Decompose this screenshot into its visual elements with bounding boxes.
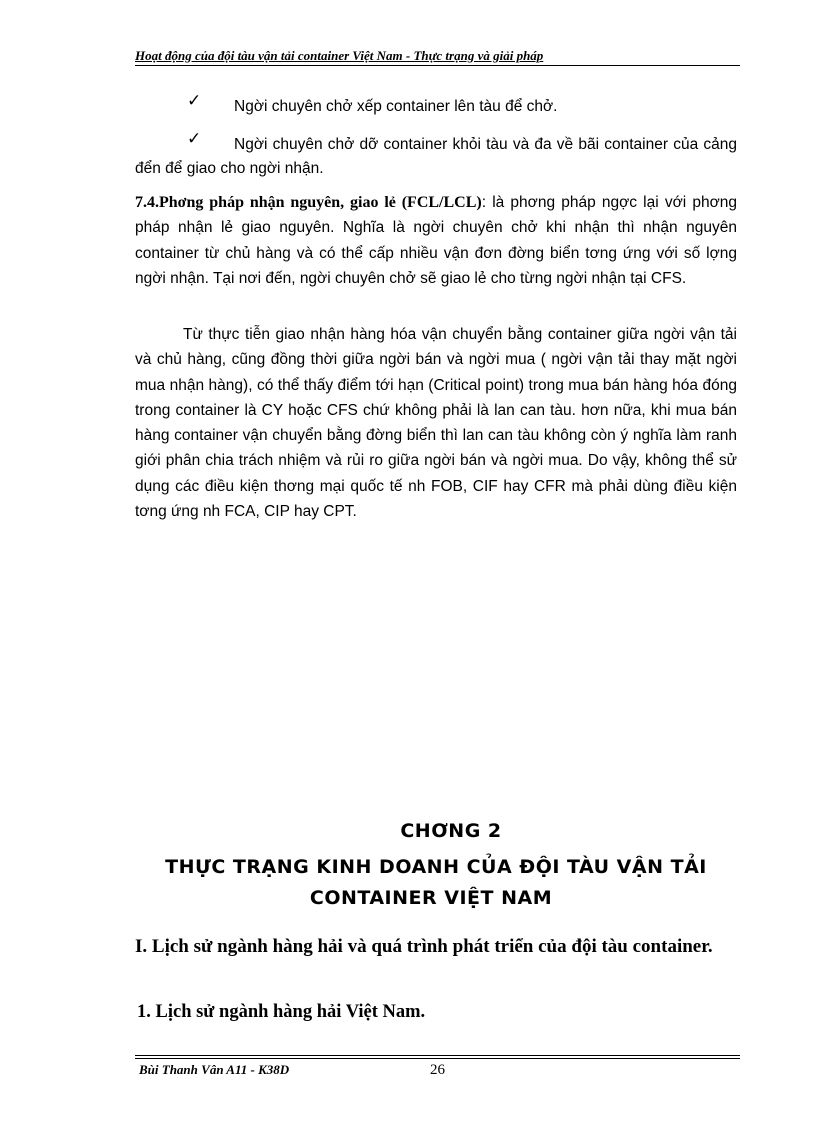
bullet-item	[135, 91, 737, 119]
section-heading-1: 1. Lịch sử ngành hàng hải Việt Nam.	[137, 1002, 426, 1022]
bullet-item	[135, 129, 737, 181]
section-7-4	[135, 190, 737, 291]
section-7-4-heading: 7.4.Phơng pháp nhận nguyên, giao lẻ (FCL/LCL)	[135, 194, 482, 211]
footer-rule	[135, 1058, 740, 1059]
checkmark-icon: ✓	[187, 91, 202, 111]
chapter-number: CHƠNG 2	[400, 820, 502, 842]
bullet-text: Ngời chuyên chở dỡ container khỏi tàu và đa về bãi container của cảng đển để giao cho ngời nhận.	[135, 136, 737, 177]
body-paragraph: Từ thực tiễn giao nhận hàng hóa vận chuyển bằng container giữa ngời vận tải và chủ hàng, cũng đồng thời giữa ngời bán và ngời mua ( ngời vận tải thay mặt ngời mua nhận hàng), có thể thấy điểm tới hạn (Critical point) trong mua bán hàng hóa đóng trong container là CY hoặc CFS chứ không phải là lan can tàu. hơn nữa, khi mua bán hàng container vận chuyển bằng đờng biển thì lan can tàu không còn ý nghĩa làm ranh giới phân chia trách nhiệm và rủi ro giữa ngời bán và ngời mua. Do vậy, không thể sử dụng các điều kiện thơng mại quốc tế nh FOB, CIF hay CFR mà phải dùng điều kiện tơng ứng nh FCA, CIP hay CPT.	[135, 326, 737, 521]
checkmark-icon: ✓	[187, 129, 202, 149]
footer-rule	[135, 1055, 740, 1056]
footer-author: Bùi Thanh Vân A11 - K38D	[139, 1062, 290, 1077]
page-number: 26	[430, 1062, 445, 1078]
running-header: Hoạt động của đội tàu vận tải container Việt Nam - Thực trạng và giải pháp	[135, 48, 740, 66]
section-heading-I: I. Lịch sử ngành hàng hải và quá trình phát triển của đội tàu container.	[135, 936, 713, 957]
chapter-title-line1: THỰC TRẠNG KINH DOANH CỦA ĐỘI TÀU VẬN TẢI	[165, 856, 707, 878]
bullet-text: Ngời chuyên chở xếp container lên tàu để chở.	[234, 98, 558, 115]
section-7-4-body: : là phơng pháp ngợc lại với phơng pháp nhận lẻ giao nguyên. Nghĩa là ngời chuyên chở khi nhận thì nhận nguyên container từ chủ hàng và có thể cấp nhiều vận đơn đờng biển tơng ứng với số lợng ngời nhận. Tại nơi đến, ngời chuyên chở sẽ giao lẻ cho từng ngời nhận tại CFS.	[135, 194, 738, 287]
chapter-title-line2: CONTAINER VIỆT NAM	[309, 887, 553, 909]
